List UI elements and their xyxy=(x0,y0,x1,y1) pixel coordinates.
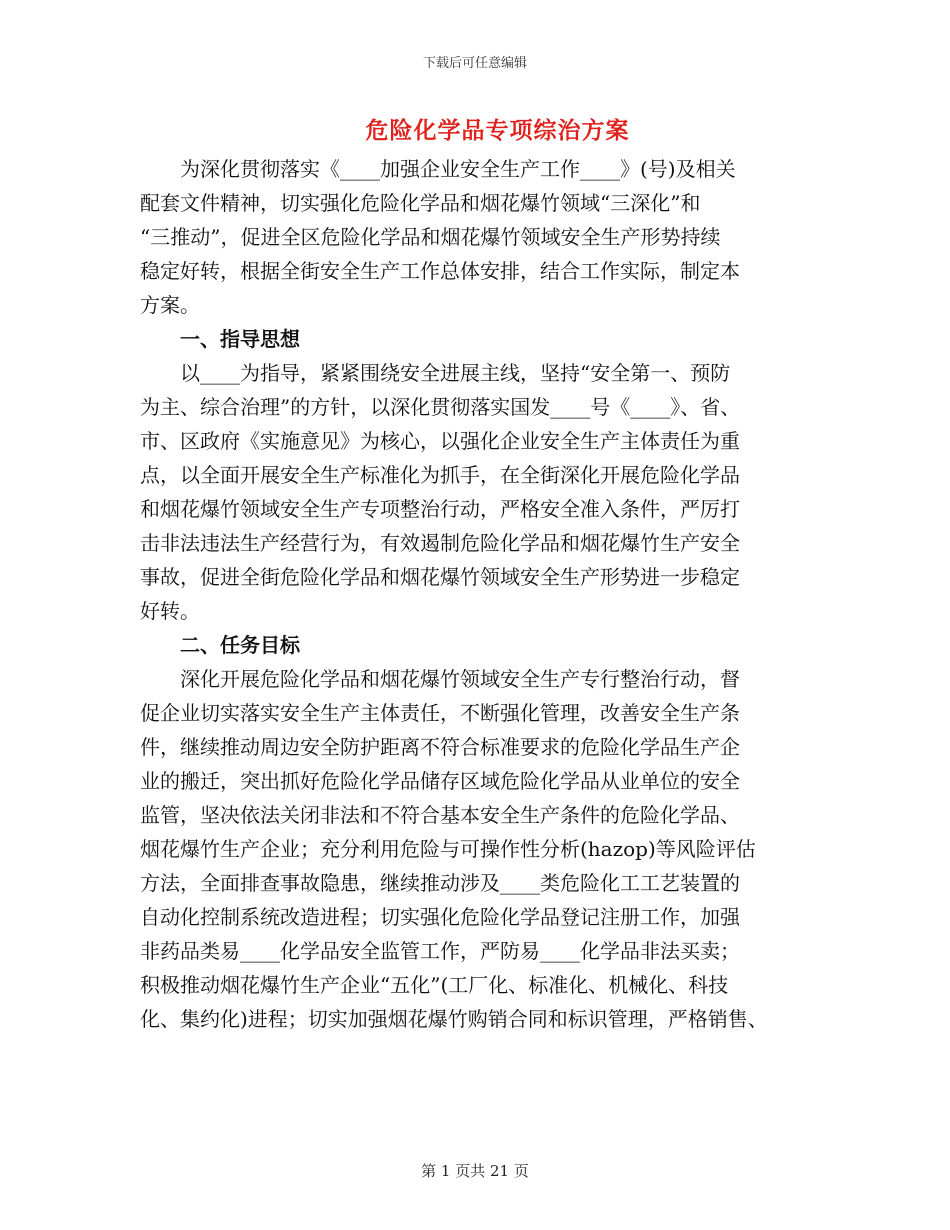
text-line: 促企业切实落实安全生产主体责任，不断强化管理，改善安全生产条 xyxy=(140,701,740,725)
document-title: 危险化学品专项综治方案 xyxy=(365,117,630,144)
intro-paragraph xyxy=(140,152,820,322)
text-line: 和烟花爆竹领域安全生产专项整治行动，严格安全准入条件，严厉打 xyxy=(140,497,740,521)
page-footer: 第 1 页共 21 页 xyxy=(421,1162,529,1180)
text-line: 稳定好转，根据全街安全生产工作总体安排，结合工作实际，制定本 xyxy=(140,259,740,283)
text-line: 化、集约化)进程；切实加强烟花爆竹购销合同和标识管理，严格销售、 xyxy=(140,1007,768,1031)
text-line: 配套文件精神，切实强化危险化学品和烟花爆竹领域“三深化”和 xyxy=(140,191,701,215)
text-line: 以____为指导，紧紧围绕安全进展主线，坚持“安全第一、预防 xyxy=(180,361,731,385)
text-line: 方案。 xyxy=(140,293,200,317)
text-line: 点，以全面开展安全生产标准化为抓手，在全街深化开展危险化学品 xyxy=(140,463,740,487)
text-line: 好转。 xyxy=(140,599,200,623)
text-line: 深化开展危险化学品和烟花爆竹领域安全生产专行整治行动，督 xyxy=(180,667,740,691)
text-line: 自动化控制系统改造进程；切实强化危险化学品登记注册工作，加强 xyxy=(140,905,740,929)
text-line: 非药品类易____化学品安全监管工作，严防易____化学品非法买卖； xyxy=(140,939,740,963)
text-line: 市、区政府《实施意见》为核心，以强化企业安全生产主体责任为重 xyxy=(140,429,740,453)
text-line: 为深化贯彻落实《____加强企业安全生产工作____》(号)及相关 xyxy=(180,157,736,181)
section1-paragraph xyxy=(140,356,820,628)
section2-paragraph xyxy=(140,662,820,1036)
text-line: 烟花爆竹生产企业；充分利用危险与可操作性分析(hazop)等风险评估 xyxy=(140,837,756,861)
text-line: “三推动”，促进全区危险化学品和烟花爆竹领域安全生产形势持续 xyxy=(140,225,721,249)
text-line: 件，继续推动周边安全防护距离不符合标准要求的危险化学品生产企 xyxy=(140,735,740,759)
page-header: 下载后可任意编辑 xyxy=(422,56,527,71)
text-line: 为主、综合治理”的方针，以深化贯彻落实国发____号《____》、省、 xyxy=(140,395,741,419)
text-line: 方法，全面排查事故隐患，继续推动涉及____类危险化工工艺装置的 xyxy=(140,871,740,895)
section-heading-task-goals: 二、任务目标 xyxy=(180,633,300,657)
text-line: 事故，促进全街危险化学品和烟花爆竹领域安全生产形势进一步稳定 xyxy=(140,565,740,589)
text-line: 业的搬迁，突出抓好危险化学品储存区域危险化学品从业单位的安全 xyxy=(140,769,740,793)
document-body xyxy=(140,152,820,1036)
section-heading-guiding-ideology: 一、指导思想 xyxy=(180,327,300,351)
text-line: 监管，坚决依法关闭非法和不符合基本安全生产条件的危险化学品、 xyxy=(140,803,740,827)
text-line: 积极推动烟花爆竹生产企业“五化”(工厂化、标准化、机械化、科技 xyxy=(140,973,729,997)
text-line: 击非法违法生产经营行为，有效遏制危险化学品和烟花爆竹生产安全 xyxy=(140,531,740,555)
